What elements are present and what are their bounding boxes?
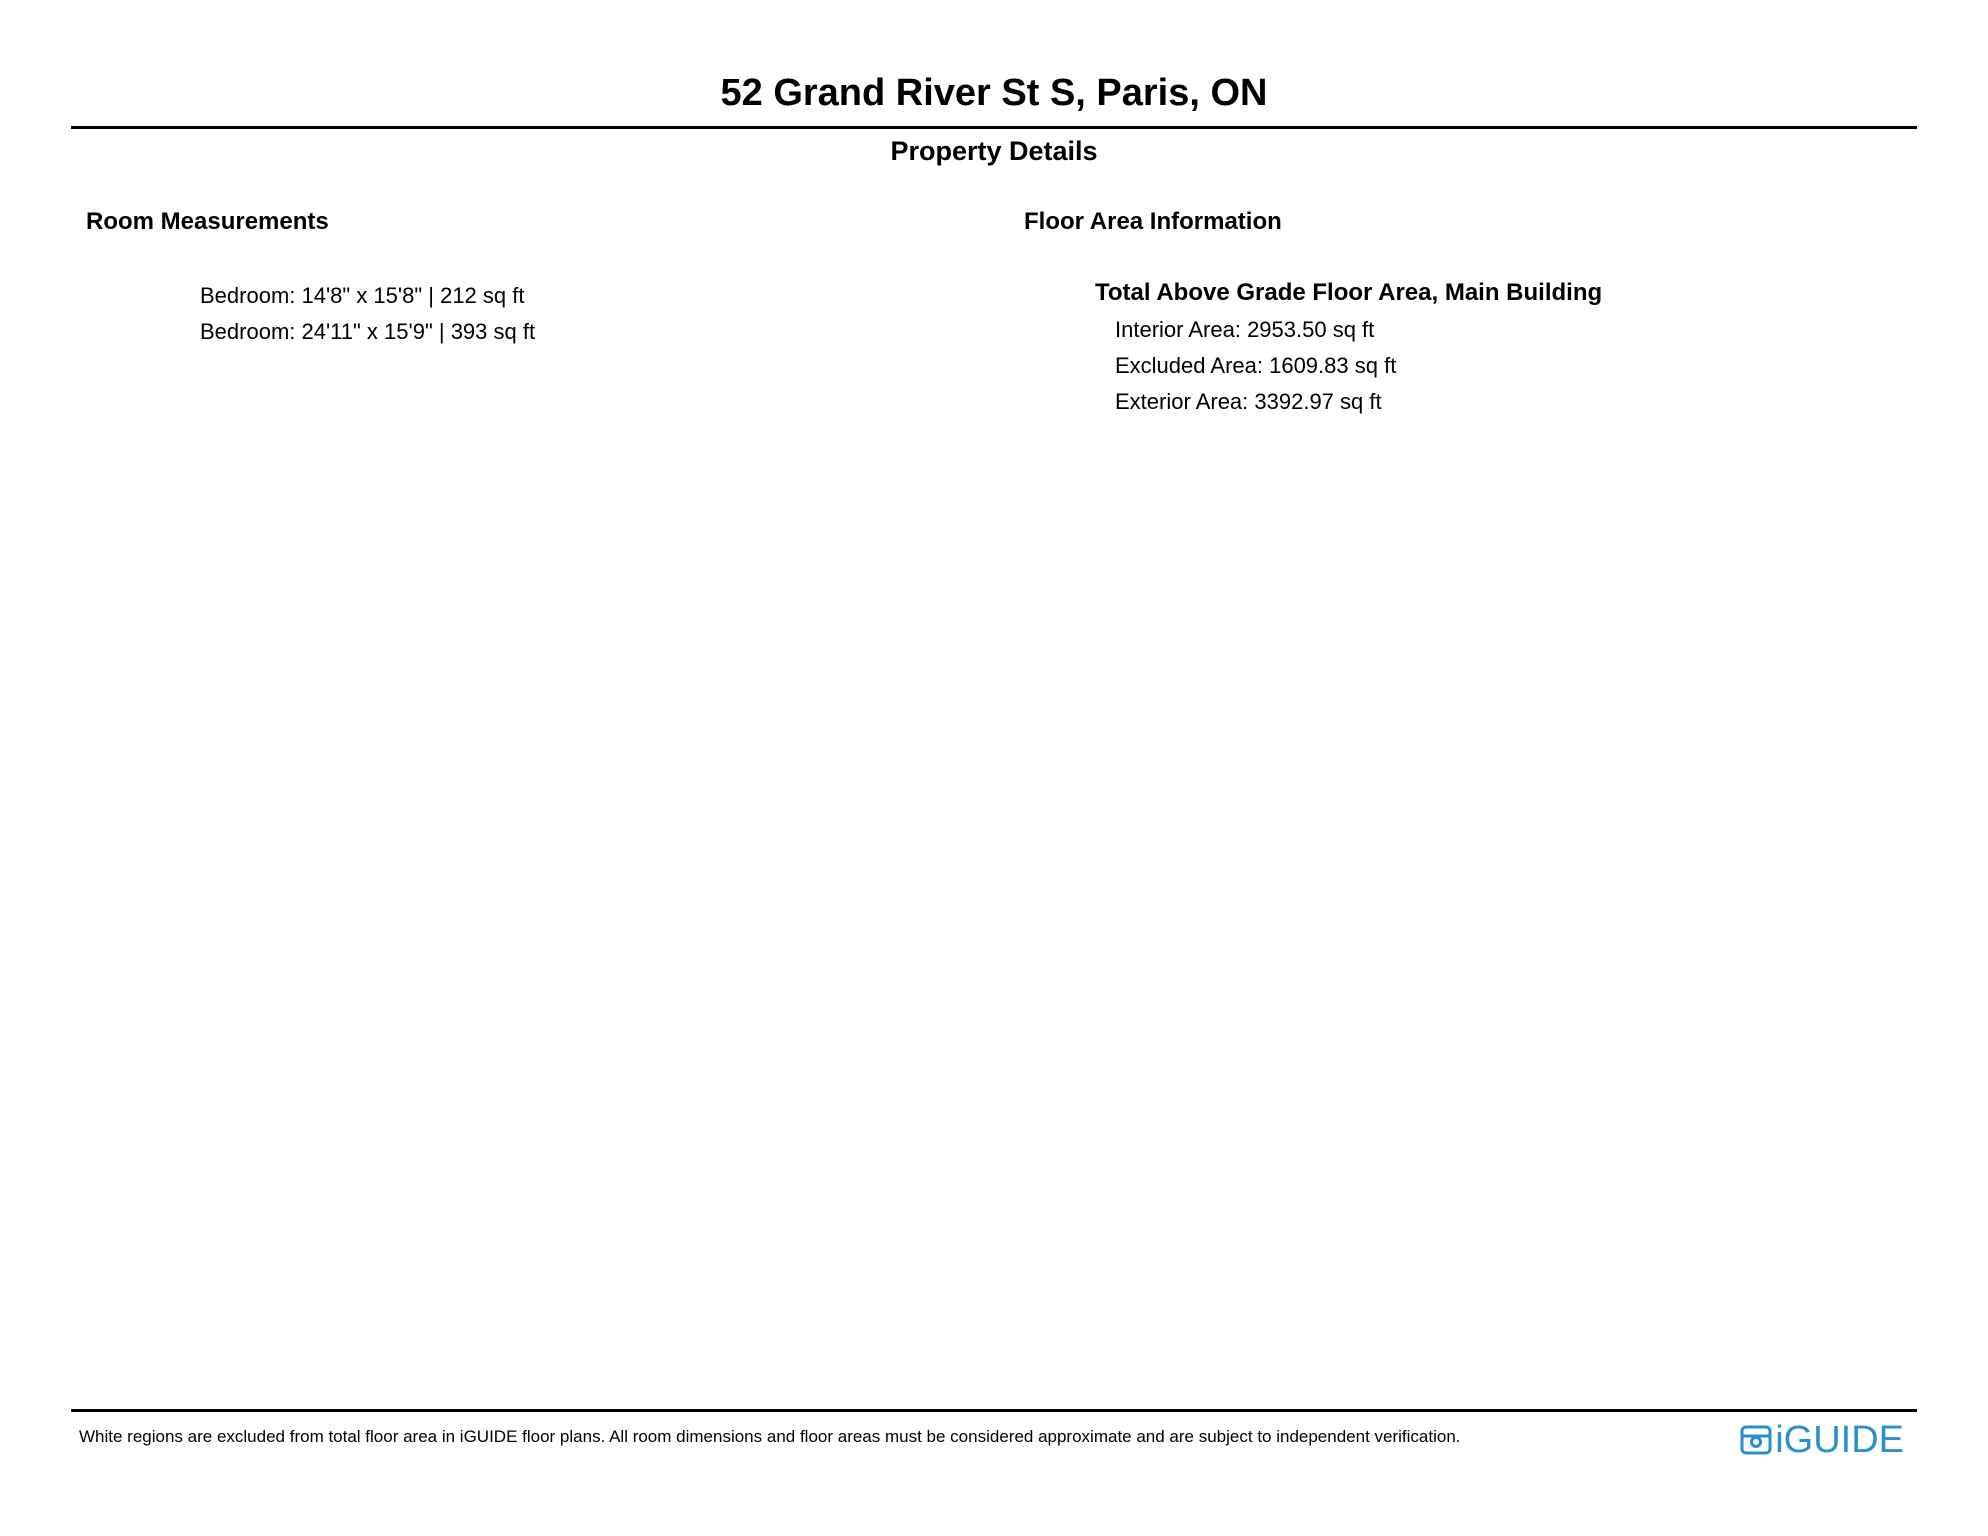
room-list	[200, 278, 535, 350]
brand-name: iGUIDE	[1775, 1419, 1904, 1461]
room-item: Bedroom: 14'8" x 15'8" | 212 sq ft	[200, 283, 525, 308]
section-title: Property Details	[890, 136, 1098, 166]
interior-area: Interior Area: 2953.50 sq ft	[1115, 317, 1375, 342]
page-title: 52 Grand River St S, Paris, ON	[720, 72, 1268, 114]
camera-box-icon	[1740, 1424, 1772, 1456]
floor-area-list	[1115, 312, 1602, 420]
footer-disclaimer: White regions are excluded from total floor area in iGUIDE floor plans. All room dimensions and floor areas must be considered approximate and are subject to independent verification.	[79, 1427, 1461, 1446]
exterior-area: Exterior Area: 3392.97 sq ft	[1115, 389, 1382, 414]
header-divider	[71, 126, 1917, 129]
room-measurements-heading: Room Measurements	[86, 208, 329, 235]
floor-area-heading: Floor Area Information	[1024, 208, 1282, 235]
floor-area-block-title: Total Above Grade Floor Area, Main Building	[1095, 279, 1603, 306]
room-item: Bedroom: 24'11" x 15'9" | 393 sq ft	[200, 319, 536, 344]
excluded-area: Excluded Area: 1609.83 sq ft	[1115, 353, 1397, 378]
brand-logo	[1740, 1418, 1904, 1462]
floor-area-block	[1095, 276, 1602, 420]
footer-divider	[71, 1409, 1917, 1412]
